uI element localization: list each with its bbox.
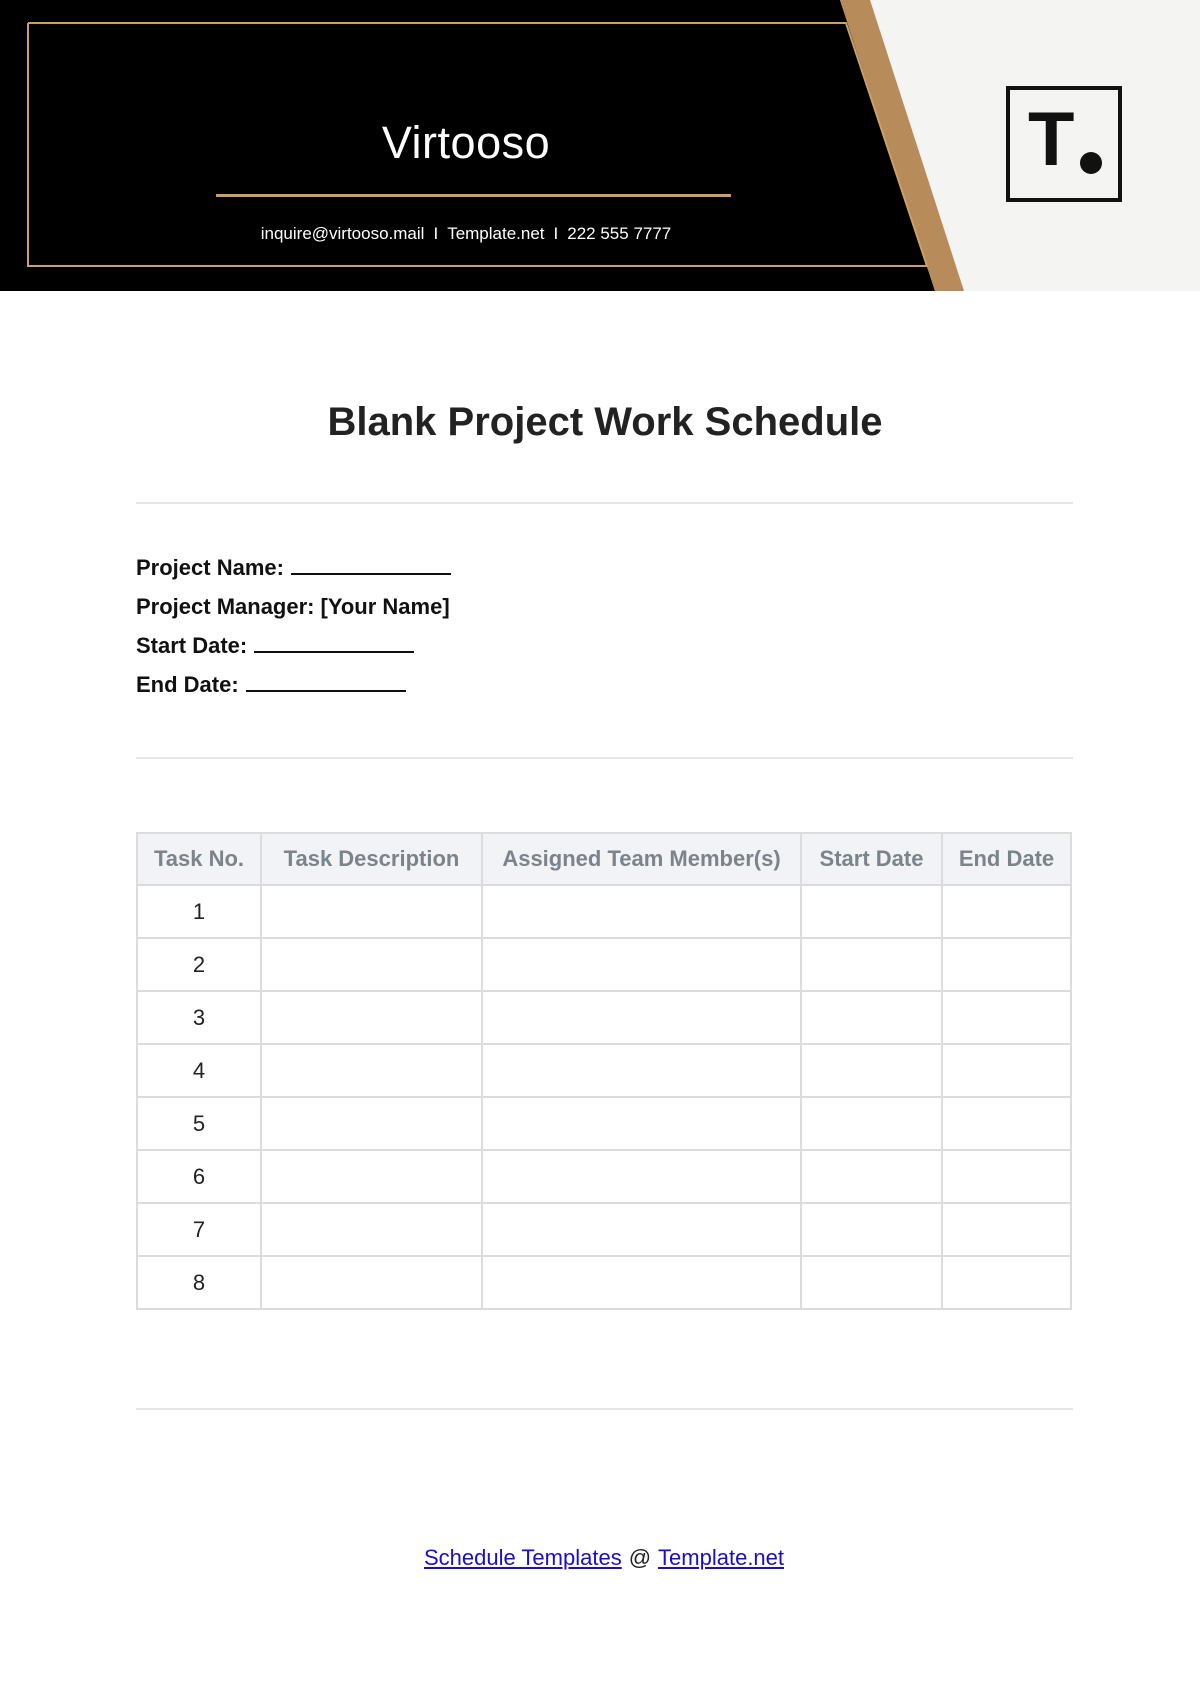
task-no-cell: 2 bbox=[137, 938, 261, 991]
end-date-cell[interactable] bbox=[942, 1256, 1071, 1309]
task-description-cell[interactable] bbox=[261, 1203, 482, 1256]
task-no-cell: 8 bbox=[137, 1256, 261, 1309]
table-row bbox=[137, 1203, 1071, 1256]
table-row bbox=[137, 1150, 1071, 1203]
assigned-members-cell[interactable] bbox=[482, 1203, 801, 1256]
table-header-row bbox=[137, 833, 1071, 885]
logo-dot-glyph bbox=[1080, 152, 1102, 174]
divider bbox=[136, 757, 1073, 759]
assigned-members-cell[interactable] bbox=[482, 1150, 801, 1203]
page-title: Blank Project Work Schedule bbox=[327, 400, 883, 444]
table-row bbox=[137, 1256, 1071, 1309]
end-date-label: End Date: bbox=[136, 672, 239, 697]
template-net-logo-icon bbox=[1006, 86, 1122, 202]
column-header-start-date: Start Date bbox=[801, 833, 942, 885]
task-description-cell[interactable] bbox=[261, 1256, 482, 1309]
table-row bbox=[137, 885, 1071, 938]
project-manager-label: Project Manager: bbox=[136, 594, 315, 619]
project-name-blank[interactable] bbox=[291, 555, 451, 575]
start-date-cell[interactable] bbox=[801, 1203, 942, 1256]
column-header-assigned-team-members: Assigned Team Member(s) bbox=[482, 833, 801, 885]
table-row bbox=[137, 1044, 1071, 1097]
footer bbox=[0, 1545, 1200, 1571]
contact-separator: I bbox=[553, 224, 559, 243]
end-date-field bbox=[136, 672, 451, 711]
column-header-task-description: Task Description bbox=[261, 833, 482, 885]
contact-line bbox=[28, 224, 904, 244]
task-no-cell: 6 bbox=[137, 1150, 261, 1203]
task-no-cell: 7 bbox=[137, 1203, 261, 1256]
task-description-cell[interactable] bbox=[261, 1044, 482, 1097]
table-row bbox=[137, 991, 1071, 1044]
assigned-members-cell[interactable] bbox=[482, 1097, 801, 1150]
start-date-cell[interactable] bbox=[801, 885, 942, 938]
table-row bbox=[137, 1097, 1071, 1150]
start-date-cell[interactable] bbox=[801, 1150, 942, 1203]
contact-email: inquire@virtooso.mail bbox=[260, 224, 425, 243]
assigned-members-cell[interactable] bbox=[482, 1256, 801, 1309]
project-info bbox=[136, 555, 451, 711]
contact-phone: 222 555 7777 bbox=[567, 224, 672, 243]
assigned-members-cell[interactable] bbox=[482, 1044, 801, 1097]
end-date-cell[interactable] bbox=[942, 1203, 1071, 1256]
project-name-field bbox=[136, 555, 451, 594]
task-no-cell: 3 bbox=[137, 991, 261, 1044]
contact-website: Template.net bbox=[447, 224, 545, 243]
start-date-cell[interactable] bbox=[801, 1097, 942, 1150]
task-no-cell: 4 bbox=[137, 1044, 261, 1097]
end-date-cell[interactable] bbox=[942, 1097, 1071, 1150]
end-date-cell[interactable] bbox=[942, 885, 1071, 938]
brand-name: Virtooso bbox=[381, 117, 551, 168]
logo-t-glyph: T bbox=[1028, 97, 1075, 182]
assigned-members-cell[interactable] bbox=[482, 938, 801, 991]
start-date-blank[interactable] bbox=[254, 633, 414, 653]
divider bbox=[136, 502, 1073, 504]
schedule-table bbox=[136, 832, 1072, 1310]
start-date-cell[interactable] bbox=[801, 938, 942, 991]
start-date-field bbox=[136, 633, 451, 672]
schedule-templates-link[interactable]: Schedule Templates bbox=[423, 1545, 622, 1570]
start-date-cell[interactable] bbox=[801, 991, 942, 1044]
column-header-end-date: End Date bbox=[942, 833, 1071, 885]
contact-separator: I bbox=[433, 224, 439, 243]
brand-divider bbox=[216, 194, 731, 197]
assigned-members-cell[interactable] bbox=[482, 991, 801, 1044]
task-description-cell[interactable] bbox=[261, 938, 482, 991]
footer-at-sign: @ bbox=[628, 1545, 652, 1570]
end-date-cell[interactable] bbox=[942, 1150, 1071, 1203]
task-description-cell[interactable] bbox=[261, 991, 482, 1044]
task-description-cell[interactable] bbox=[261, 1097, 482, 1150]
assigned-members-cell[interactable] bbox=[482, 885, 801, 938]
task-no-cell: 1 bbox=[137, 885, 261, 938]
task-description-cell[interactable] bbox=[261, 885, 482, 938]
column-header-task-no: Task No. bbox=[137, 833, 261, 885]
task-description-cell[interactable] bbox=[261, 1150, 482, 1203]
end-date-cell[interactable] bbox=[942, 938, 1071, 991]
header-band bbox=[0, 0, 1200, 291]
end-date-cell[interactable] bbox=[942, 991, 1071, 1044]
task-no-cell: 5 bbox=[137, 1097, 261, 1150]
start-date-cell[interactable] bbox=[801, 1044, 942, 1097]
end-date-blank[interactable] bbox=[246, 672, 406, 692]
project-name-label: Project Name: bbox=[136, 555, 284, 580]
start-date-label: Start Date: bbox=[136, 633, 248, 658]
project-manager-field bbox=[136, 594, 451, 633]
project-manager-value[interactable]: [Your Name] bbox=[320, 594, 450, 619]
brand-block bbox=[28, 23, 926, 265]
template-net-link[interactable]: Template.net bbox=[658, 1545, 785, 1570]
table-row bbox=[137, 938, 1071, 991]
start-date-cell[interactable] bbox=[801, 1256, 942, 1309]
divider bbox=[136, 1408, 1073, 1410]
end-date-cell[interactable] bbox=[942, 1044, 1071, 1097]
